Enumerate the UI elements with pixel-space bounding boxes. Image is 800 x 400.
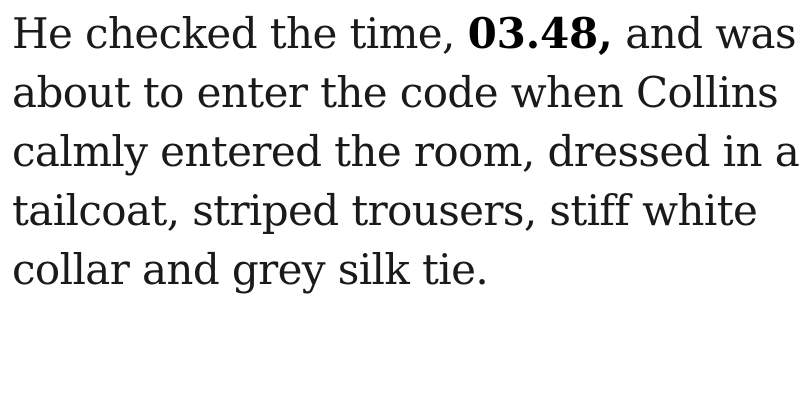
passage-line-1-start: He checked the time, (12, 9, 468, 58)
passage-paragraph (12, 4, 800, 299)
passage-line-3: calmly entered the room, dressed in a (12, 127, 800, 176)
passage-line-2: about to enter the code when Collins (12, 68, 779, 117)
passage-line-4: tailcoat, striped trousers, stiff white (12, 186, 758, 235)
passage-line-1 (12, 4, 796, 63)
passage-line-1-end: and was (612, 9, 796, 58)
time-value: 03.48, (467, 9, 613, 58)
passage-line-5: collar and grey silk tie. (12, 245, 489, 294)
